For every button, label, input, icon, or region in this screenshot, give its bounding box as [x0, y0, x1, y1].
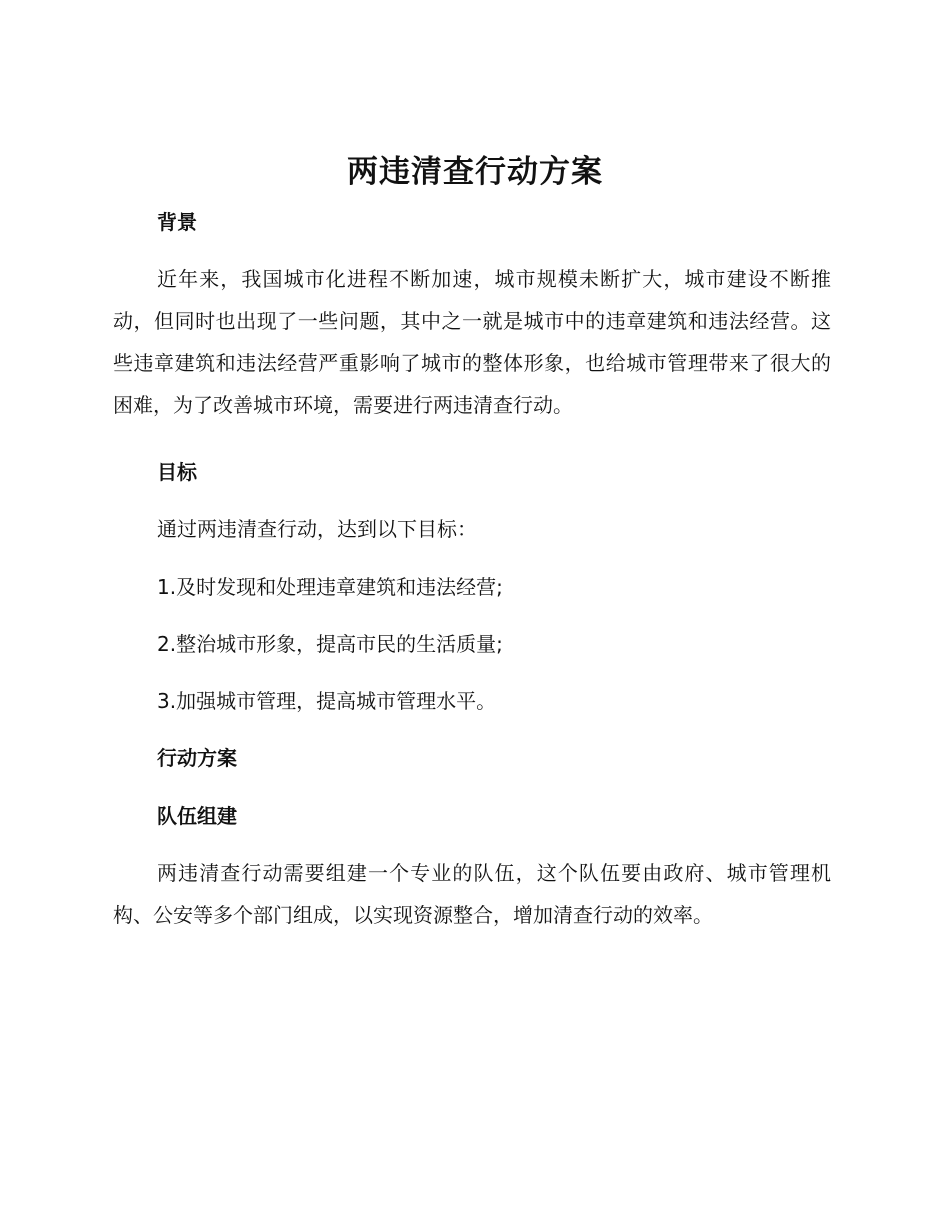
goal-item: 3.加强城市管理，提高城市管理水平。 [157, 689, 497, 713]
section-heading-goals: 目标 [157, 460, 197, 484]
document-title: 两违清查行动方案 [347, 154, 603, 190]
goals-intro: 通过两违清查行动，达到以下目标： [157, 517, 477, 541]
subsection-heading-team: 队伍组建 [157, 804, 237, 828]
section-heading-action-plan: 行动方案 [157, 746, 237, 770]
background-paragraph: 近年来，我国城市化进程不断加速，城市规模未断扩大，城市建设不断推动，但同时也出现了一些问题，其中之一就是城市中的违章建筑和违法经营。这些违章建筑和违法经营严重影响了城市的整体形象，也给城市管理带来了很大的困难，为了改善城市环境，需要进行两违清查行动。 [113, 267, 831, 417]
section-heading-background: 背景 [157, 210, 197, 234]
goal-item: 1.及时发现和处理违章建筑和违法经营; [157, 575, 503, 599]
team-paragraph: 两违清查行动需要组建一个专业的队伍，这个队伍要由政府、城市管理机构、公安等多个部门组成，以实现资源整合，增加清查行动的效率。 [113, 861, 831, 927]
goal-item: 2.整治城市形象，提高市民的生活质量; [157, 632, 503, 656]
